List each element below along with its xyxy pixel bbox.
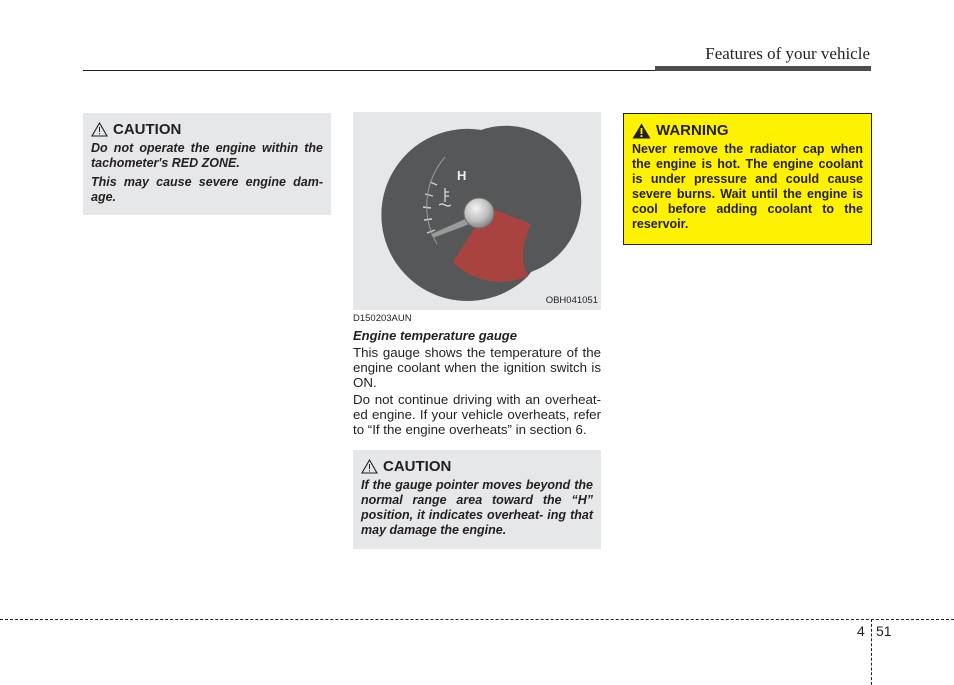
caution-title: CAUTION (113, 121, 182, 138)
caution-triangle-icon (91, 122, 108, 137)
document-code: D150203AUN (353, 313, 412, 324)
caution-title: CAUTION (383, 458, 452, 475)
chapter-number: 4 (857, 623, 865, 639)
header-bar (655, 66, 871, 71)
section-heading: Engine temperature gauge (353, 328, 517, 343)
warning-box (623, 113, 872, 245)
page-number: 51 (876, 623, 892, 639)
caution-box-left (83, 113, 331, 215)
warning-title: WARNING (656, 122, 729, 139)
gauge-figure (353, 112, 601, 310)
gauge-h-label: H (457, 168, 467, 183)
caution-text: This may cause severe engine dam- age. (91, 175, 323, 204)
figure-code: OBH041051 (545, 295, 598, 306)
caution-text: If the gauge pointer moves beyond the normal range area toward the “H” position, it indicates overheat- ing that may damage the engine. (361, 478, 593, 537)
temperature-gauge-illustration (353, 112, 601, 310)
caution-box-middle (353, 450, 601, 549)
caution-text: Do not operate the engine within the tachometer's RED ZONE. (91, 141, 323, 170)
caution-triangle-icon (361, 459, 378, 474)
footer-rule (0, 619, 954, 620)
warning-text: Never remove the radiator cap when the engine is hot. The engine coolant is under pressure and could cause severe burns. Wait until the engine is cool before adding coolant to the reservoir. (632, 142, 863, 231)
page-header-title: Features of your vehicle (705, 44, 870, 63)
body-paragraph: This gauge shows the temperature of the engine coolant when the ignition switch is ON. (353, 345, 601, 390)
footer-divider (871, 619, 872, 685)
warning-triangle-icon (632, 123, 651, 139)
body-paragraph: Do not continue driving with an overheat- ed engine. If your vehicle overheats, refer to “If the engine overheats” in section 6. (353, 392, 601, 437)
